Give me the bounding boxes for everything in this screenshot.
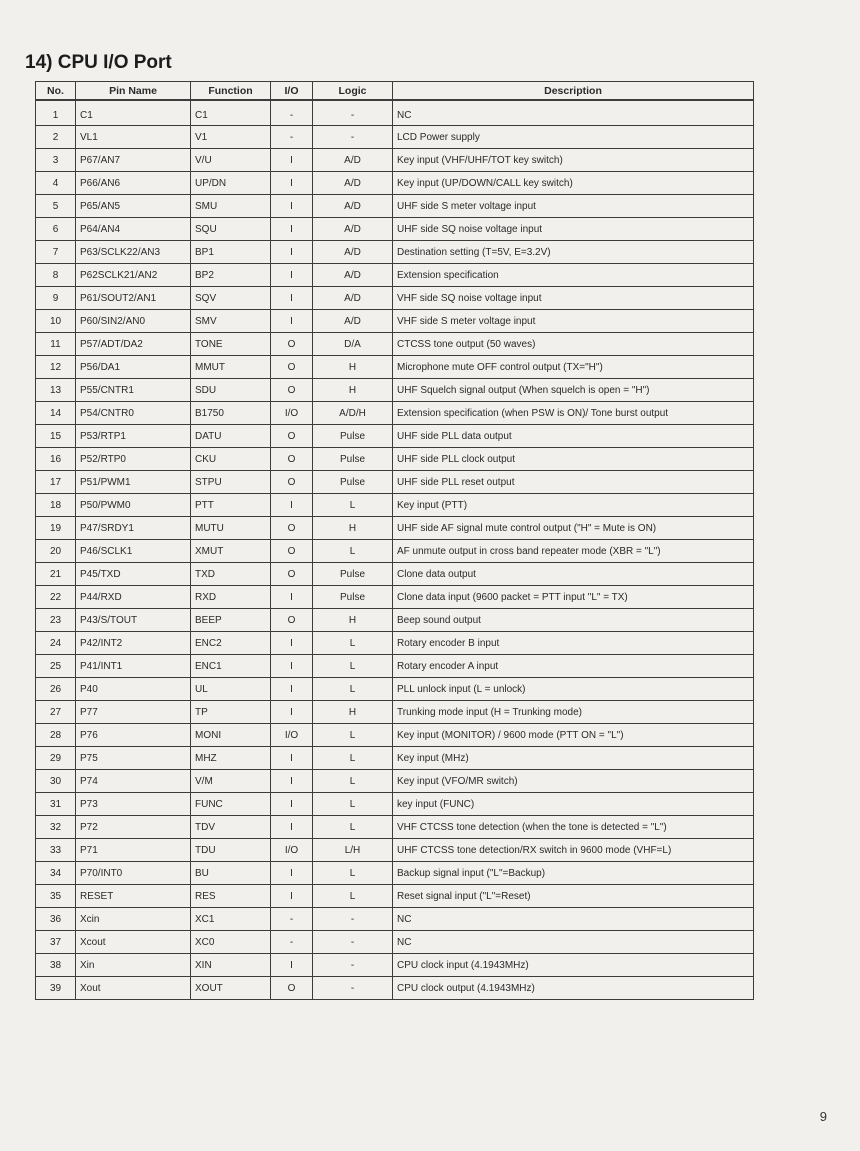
table-row bbox=[36, 149, 754, 172]
cell-logic: - bbox=[313, 100, 393, 126]
table-header-row bbox=[36, 82, 754, 101]
cell-no: 37 bbox=[36, 931, 76, 954]
cell-no: 11 bbox=[36, 333, 76, 356]
cell-logic: L bbox=[313, 793, 393, 816]
cell-no: 34 bbox=[36, 862, 76, 885]
cell-description: Clone data input (9600 packet = PTT input "L" = TX) bbox=[393, 586, 754, 609]
cell-function: BP2 bbox=[191, 264, 271, 287]
table-row bbox=[36, 471, 754, 494]
cell-io: I bbox=[271, 678, 313, 701]
table-row bbox=[36, 356, 754, 379]
table-row bbox=[36, 908, 754, 931]
cell-pin-name: P72 bbox=[76, 816, 191, 839]
cell-no: 3 bbox=[36, 149, 76, 172]
cell-io: I/O bbox=[271, 724, 313, 747]
cell-description: PLL unlock input (L = unlock) bbox=[393, 678, 754, 701]
cell-logic: Pulse bbox=[313, 586, 393, 609]
cell-logic: - bbox=[313, 931, 393, 954]
cell-logic: L bbox=[313, 770, 393, 793]
cell-io: O bbox=[271, 379, 313, 402]
cell-no: 17 bbox=[36, 471, 76, 494]
table-row bbox=[36, 218, 754, 241]
cell-description: NC bbox=[393, 908, 754, 931]
cell-pin-name: Xcin bbox=[76, 908, 191, 931]
cell-io: I bbox=[271, 701, 313, 724]
cell-pin-name: P42/INT2 bbox=[76, 632, 191, 655]
cell-function: TXD bbox=[191, 563, 271, 586]
cell-function: B1750 bbox=[191, 402, 271, 425]
table-row bbox=[36, 379, 754, 402]
cell-no: 28 bbox=[36, 724, 76, 747]
cell-description: CTCSS tone output (50 waves) bbox=[393, 333, 754, 356]
cell-pin-name: P45/TXD bbox=[76, 563, 191, 586]
cell-description: VHF side S meter voltage input bbox=[393, 310, 754, 333]
cell-pin-name: P60/SIN2/AN0 bbox=[76, 310, 191, 333]
cell-function: FUNC bbox=[191, 793, 271, 816]
cell-logic: - bbox=[313, 126, 393, 149]
cell-description: UHF side SQ noise voltage input bbox=[393, 218, 754, 241]
cell-io: I bbox=[271, 862, 313, 885]
cell-function: XIN bbox=[191, 954, 271, 977]
cell-logic: L bbox=[313, 724, 393, 747]
cell-pin-name: P41/INT1 bbox=[76, 655, 191, 678]
cell-description: Clone data output bbox=[393, 563, 754, 586]
cell-pin-name: RESET bbox=[76, 885, 191, 908]
table-row bbox=[36, 816, 754, 839]
cell-io: I bbox=[271, 310, 313, 333]
cell-pin-name: P64/AN4 bbox=[76, 218, 191, 241]
table-row bbox=[36, 540, 754, 563]
table-row bbox=[36, 402, 754, 425]
cell-function: V/U bbox=[191, 149, 271, 172]
cell-pin-name: P62SCLK21/AN2 bbox=[76, 264, 191, 287]
cell-logic: A/D bbox=[313, 218, 393, 241]
cell-io: I bbox=[271, 149, 313, 172]
cell-function: ENC2 bbox=[191, 632, 271, 655]
cell-io: O bbox=[271, 609, 313, 632]
cell-logic: H bbox=[313, 379, 393, 402]
cell-function: BU bbox=[191, 862, 271, 885]
cell-logic: L bbox=[313, 747, 393, 770]
table-row bbox=[36, 100, 754, 126]
cell-logic: H bbox=[313, 609, 393, 632]
cell-no: 25 bbox=[36, 655, 76, 678]
cell-description: AF unmute output in cross band repeater mode (XBR = "L") bbox=[393, 540, 754, 563]
cell-function: XMUT bbox=[191, 540, 271, 563]
cell-function: CKU bbox=[191, 448, 271, 471]
cell-description: UHF side PLL reset output bbox=[393, 471, 754, 494]
cell-logic: L bbox=[313, 494, 393, 517]
cell-description: Beep sound output bbox=[393, 609, 754, 632]
cell-io: O bbox=[271, 977, 313, 1000]
cell-pin-name: P75 bbox=[76, 747, 191, 770]
cell-logic: A/D bbox=[313, 172, 393, 195]
cell-pin-name: P66/AN6 bbox=[76, 172, 191, 195]
cell-io: I bbox=[271, 885, 313, 908]
cell-function: TDV bbox=[191, 816, 271, 839]
cell-io: I bbox=[271, 816, 313, 839]
cell-function: XOUT bbox=[191, 977, 271, 1000]
cell-function: MUTU bbox=[191, 517, 271, 540]
cell-description: Rotary encoder A input bbox=[393, 655, 754, 678]
cell-description: Key input (VFO/MR switch) bbox=[393, 770, 754, 793]
cell-function: SDU bbox=[191, 379, 271, 402]
cell-io: O bbox=[271, 425, 313, 448]
cell-description: VHF side SQ noise voltage input bbox=[393, 287, 754, 310]
cell-description: Trunking mode input (H = Trunking mode) bbox=[393, 701, 754, 724]
cell-pin-name: Xin bbox=[76, 954, 191, 977]
cell-io: O bbox=[271, 517, 313, 540]
cell-description: Microphone mute OFF control output (TX="H") bbox=[393, 356, 754, 379]
cell-no: 12 bbox=[36, 356, 76, 379]
cell-pin-name: P65/AN5 bbox=[76, 195, 191, 218]
cell-no: 29 bbox=[36, 747, 76, 770]
table-row bbox=[36, 241, 754, 264]
cell-pin-name: P52/RTP0 bbox=[76, 448, 191, 471]
cell-logic: H bbox=[313, 356, 393, 379]
cell-io: I bbox=[271, 954, 313, 977]
cell-pin-name: P55/CNTR1 bbox=[76, 379, 191, 402]
cell-io: I/O bbox=[271, 839, 313, 862]
cell-function: BP1 bbox=[191, 241, 271, 264]
cell-io: I bbox=[271, 770, 313, 793]
cell-no: 33 bbox=[36, 839, 76, 862]
table-row bbox=[36, 724, 754, 747]
cell-pin-name: P44/RXD bbox=[76, 586, 191, 609]
cell-no: 8 bbox=[36, 264, 76, 287]
cell-io: I bbox=[271, 747, 313, 770]
cell-description: Key input (VHF/UHF/TOT key switch) bbox=[393, 149, 754, 172]
cell-io: I bbox=[271, 494, 313, 517]
cell-function: XC1 bbox=[191, 908, 271, 931]
cell-description: UHF side AF signal mute control output ("H" = Mute is ON) bbox=[393, 517, 754, 540]
cell-io: I bbox=[271, 655, 313, 678]
cell-no: 38 bbox=[36, 954, 76, 977]
cell-description: LCD Power supply bbox=[393, 126, 754, 149]
cell-pin-name: VL1 bbox=[76, 126, 191, 149]
cell-no: 35 bbox=[36, 885, 76, 908]
cell-pin-name: P54/CNTR0 bbox=[76, 402, 191, 425]
col-header-io: I/O bbox=[271, 82, 313, 101]
cell-description: Backup signal input ("L"=Backup) bbox=[393, 862, 754, 885]
cell-no: 9 bbox=[36, 287, 76, 310]
cell-description: Extension specification (when PSW is ON)/ Tone burst output bbox=[393, 402, 754, 425]
cell-function: SQU bbox=[191, 218, 271, 241]
cell-no: 13 bbox=[36, 379, 76, 402]
cell-no: 30 bbox=[36, 770, 76, 793]
cell-logic: D/A bbox=[313, 333, 393, 356]
cell-pin-name: P76 bbox=[76, 724, 191, 747]
cell-pin-name: P73 bbox=[76, 793, 191, 816]
table-row bbox=[36, 747, 754, 770]
cell-description: NC bbox=[393, 100, 754, 126]
cell-no: 5 bbox=[36, 195, 76, 218]
cell-pin-name: P40 bbox=[76, 678, 191, 701]
cell-logic: A/D bbox=[313, 310, 393, 333]
cell-pin-name: P70/INT0 bbox=[76, 862, 191, 885]
cell-logic: L bbox=[313, 816, 393, 839]
cell-no: 4 bbox=[36, 172, 76, 195]
cell-function: RES bbox=[191, 885, 271, 908]
cell-description: Extension specification bbox=[393, 264, 754, 287]
cell-io: I bbox=[271, 264, 313, 287]
cell-function: TP bbox=[191, 701, 271, 724]
table-body bbox=[36, 100, 754, 1000]
cell-no: 6 bbox=[36, 218, 76, 241]
cell-io: I bbox=[271, 586, 313, 609]
cell-function: BEEP bbox=[191, 609, 271, 632]
cell-pin-name: P56/DA1 bbox=[76, 356, 191, 379]
cell-io: - bbox=[271, 931, 313, 954]
cell-pin-name: P47/SRDY1 bbox=[76, 517, 191, 540]
cell-description: Rotary encoder B input bbox=[393, 632, 754, 655]
cell-pin-name: P53/RTP1 bbox=[76, 425, 191, 448]
cell-no: 31 bbox=[36, 793, 76, 816]
cell-description: Key input (PTT) bbox=[393, 494, 754, 517]
cell-logic: L bbox=[313, 540, 393, 563]
cell-pin-name: P67/AN7 bbox=[76, 149, 191, 172]
cell-io: O bbox=[271, 356, 313, 379]
cell-function: SQV bbox=[191, 287, 271, 310]
cell-description: Key input (MONITOR) / 9600 mode (PTT ON = "L") bbox=[393, 724, 754, 747]
cell-io: - bbox=[271, 126, 313, 149]
cell-logic: Pulse bbox=[313, 425, 393, 448]
cell-pin-name: P63/SCLK22/AN3 bbox=[76, 241, 191, 264]
cell-description: Key input (MHz) bbox=[393, 747, 754, 770]
cell-logic: L bbox=[313, 862, 393, 885]
cell-io: I bbox=[271, 632, 313, 655]
cell-io: I bbox=[271, 287, 313, 310]
cell-function: MMUT bbox=[191, 356, 271, 379]
table-row bbox=[36, 770, 754, 793]
table-row bbox=[36, 172, 754, 195]
cell-no: 23 bbox=[36, 609, 76, 632]
cell-description: Reset signal input ("L"=Reset) bbox=[393, 885, 754, 908]
cell-io: I bbox=[271, 172, 313, 195]
cell-no: 21 bbox=[36, 563, 76, 586]
table-row bbox=[36, 264, 754, 287]
table-row bbox=[36, 632, 754, 655]
cell-description: CPU clock output (4.1943MHz) bbox=[393, 977, 754, 1000]
cell-logic: L bbox=[313, 885, 393, 908]
cell-description: VHF CTCSS tone detection (when the tone is detected = "L") bbox=[393, 816, 754, 839]
table-row bbox=[36, 333, 754, 356]
cell-no: 15 bbox=[36, 425, 76, 448]
cell-io: I/O bbox=[271, 402, 313, 425]
table-row bbox=[36, 885, 754, 908]
cell-description: UHF CTCSS tone detection/RX switch in 9600 mode (VHF=L) bbox=[393, 839, 754, 862]
cell-io: - bbox=[271, 908, 313, 931]
cell-io: O bbox=[271, 333, 313, 356]
cell-description: CPU clock input (4.1943MHz) bbox=[393, 954, 754, 977]
cell-pin-name: P61/SOUT2/AN1 bbox=[76, 287, 191, 310]
cell-no: 20 bbox=[36, 540, 76, 563]
cell-io: O bbox=[271, 471, 313, 494]
table-row bbox=[36, 195, 754, 218]
cell-description: UHF Squelch signal output (When squelch is open = "H") bbox=[393, 379, 754, 402]
cell-no: 2 bbox=[36, 126, 76, 149]
cell-no: 14 bbox=[36, 402, 76, 425]
cell-pin-name: Xcout bbox=[76, 931, 191, 954]
cell-logic: A/D bbox=[313, 195, 393, 218]
cell-logic: L bbox=[313, 655, 393, 678]
cell-function: MHZ bbox=[191, 747, 271, 770]
table-row bbox=[36, 931, 754, 954]
cell-logic: L bbox=[313, 632, 393, 655]
cell-function: UP/DN bbox=[191, 172, 271, 195]
cell-io: - bbox=[271, 100, 313, 126]
cell-io: I bbox=[271, 218, 313, 241]
page-title: 14) CPU I/O Port bbox=[25, 52, 172, 73]
cell-description: UHF side PLL data output bbox=[393, 425, 754, 448]
cell-logic: L/H bbox=[313, 839, 393, 862]
cell-no: 16 bbox=[36, 448, 76, 471]
cell-function: PTT bbox=[191, 494, 271, 517]
cell-function: STPU bbox=[191, 471, 271, 494]
cell-function: SMV bbox=[191, 310, 271, 333]
cell-io: O bbox=[271, 540, 313, 563]
col-header-description: Description bbox=[393, 82, 754, 101]
cell-function: MONI bbox=[191, 724, 271, 747]
cell-no: 1 bbox=[36, 100, 76, 126]
table-row bbox=[36, 655, 754, 678]
cell-no: 10 bbox=[36, 310, 76, 333]
cell-logic: Pulse bbox=[313, 563, 393, 586]
page-number: 9 bbox=[819, 1109, 827, 1124]
table-row bbox=[36, 126, 754, 149]
cell-logic: A/D bbox=[313, 287, 393, 310]
table-row bbox=[36, 425, 754, 448]
table-row bbox=[36, 586, 754, 609]
table-row bbox=[36, 862, 754, 885]
cell-no: 39 bbox=[36, 977, 76, 1000]
cell-no: 36 bbox=[36, 908, 76, 931]
cell-logic: - bbox=[313, 977, 393, 1000]
table-row bbox=[36, 310, 754, 333]
table-row bbox=[36, 609, 754, 632]
cell-no: 26 bbox=[36, 678, 76, 701]
cell-function: C1 bbox=[191, 100, 271, 126]
cell-no: 7 bbox=[36, 241, 76, 264]
table-row bbox=[36, 448, 754, 471]
table-row bbox=[36, 977, 754, 1000]
cell-logic: H bbox=[313, 701, 393, 724]
cell-io: O bbox=[271, 563, 313, 586]
cell-function: RXD bbox=[191, 586, 271, 609]
cell-description: UHF side S meter voltage input bbox=[393, 195, 754, 218]
cell-logic: A/D/H bbox=[313, 402, 393, 425]
cell-io: O bbox=[271, 448, 313, 471]
cell-function: DATU bbox=[191, 425, 271, 448]
table-row bbox=[36, 517, 754, 540]
table-row bbox=[36, 701, 754, 724]
cell-function: TONE bbox=[191, 333, 271, 356]
cell-function: XC0 bbox=[191, 931, 271, 954]
table-row bbox=[36, 954, 754, 977]
cpu-io-port-table bbox=[35, 81, 754, 1000]
cell-function: UL bbox=[191, 678, 271, 701]
cell-pin-name: P71 bbox=[76, 839, 191, 862]
cell-no: 27 bbox=[36, 701, 76, 724]
cell-no: 22 bbox=[36, 586, 76, 609]
col-header-logic: Logic bbox=[313, 82, 393, 101]
cell-logic: Pulse bbox=[313, 448, 393, 471]
cell-logic: A/D bbox=[313, 264, 393, 287]
cell-no: 18 bbox=[36, 494, 76, 517]
col-header-no: No. bbox=[36, 82, 76, 101]
cell-logic: - bbox=[313, 908, 393, 931]
cell-pin-name: P57/ADT/DA2 bbox=[76, 333, 191, 356]
cell-pin-name: Xout bbox=[76, 977, 191, 1000]
table-row bbox=[36, 287, 754, 310]
col-header-function: Function bbox=[191, 82, 271, 101]
cell-description: UHF side PLL clock output bbox=[393, 448, 754, 471]
cell-pin-name: P51/PWM1 bbox=[76, 471, 191, 494]
cell-function: V1 bbox=[191, 126, 271, 149]
cell-logic: L bbox=[313, 678, 393, 701]
cell-function: V/M bbox=[191, 770, 271, 793]
cell-description: key input (FUNC) bbox=[393, 793, 754, 816]
table-row bbox=[36, 678, 754, 701]
cell-description: Destination setting (T=5V, E=3.2V) bbox=[393, 241, 754, 264]
cell-pin-name: P46/SCLK1 bbox=[76, 540, 191, 563]
cell-logic: Pulse bbox=[313, 471, 393, 494]
cell-logic: H bbox=[313, 517, 393, 540]
cell-no: 19 bbox=[36, 517, 76, 540]
cell-io: I bbox=[271, 241, 313, 264]
col-header-pin-name: Pin Name bbox=[76, 82, 191, 101]
cell-logic: - bbox=[313, 954, 393, 977]
table-row bbox=[36, 494, 754, 517]
table-row bbox=[36, 839, 754, 862]
cell-description: Key input (UP/DOWN/CALL key switch) bbox=[393, 172, 754, 195]
cell-pin-name: P50/PWM0 bbox=[76, 494, 191, 517]
cell-pin-name: P74 bbox=[76, 770, 191, 793]
cell-function: TDU bbox=[191, 839, 271, 862]
cell-io: I bbox=[271, 195, 313, 218]
table-row bbox=[36, 563, 754, 586]
cell-io: I bbox=[271, 793, 313, 816]
cell-logic: A/D bbox=[313, 241, 393, 264]
table-row bbox=[36, 793, 754, 816]
cell-pin-name: P77 bbox=[76, 701, 191, 724]
cell-pin-name: C1 bbox=[76, 100, 191, 126]
cell-no: 32 bbox=[36, 816, 76, 839]
cell-function: SMU bbox=[191, 195, 271, 218]
cell-logic: A/D bbox=[313, 149, 393, 172]
cell-no: 24 bbox=[36, 632, 76, 655]
cell-function: ENC1 bbox=[191, 655, 271, 678]
cell-description: NC bbox=[393, 931, 754, 954]
cell-pin-name: P43/S/TOUT bbox=[76, 609, 191, 632]
